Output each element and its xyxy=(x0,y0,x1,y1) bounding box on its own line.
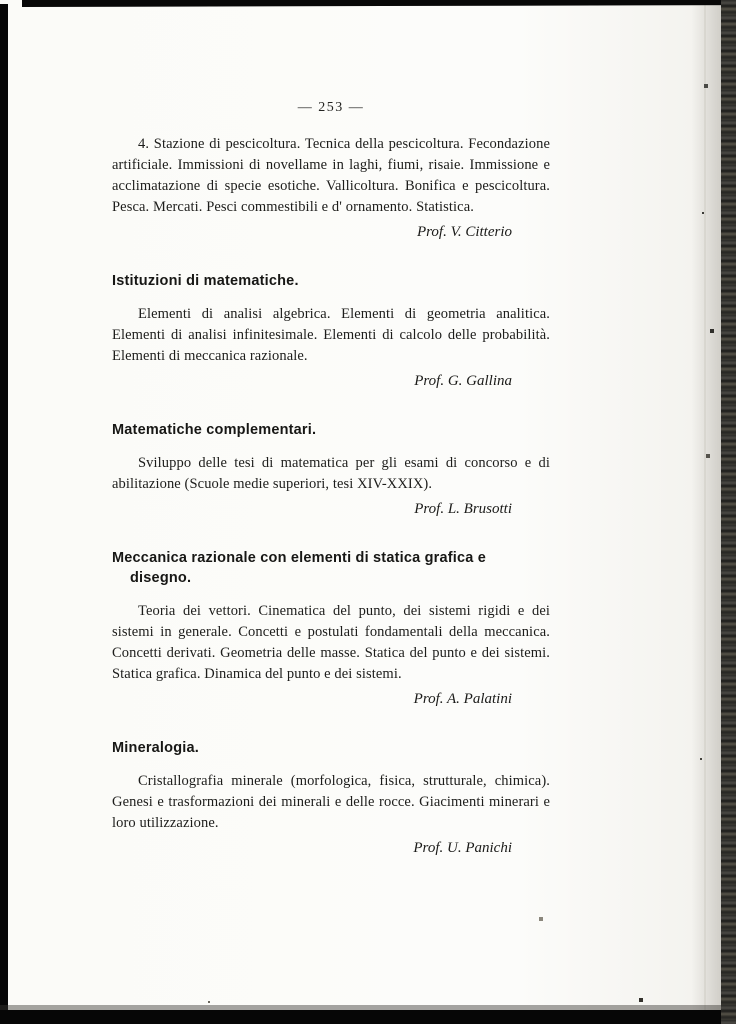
course-section xyxy=(112,271,550,390)
course-section xyxy=(112,420,550,518)
professor-name: Prof. G. Gallina xyxy=(414,373,512,389)
scan-edge-right xyxy=(721,0,736,1024)
section-heading: Matematiche complementari. xyxy=(112,422,317,438)
section-heading: Istituzioni di matematiche. xyxy=(112,273,299,289)
section-body: 4. Stazione di pescicoltura. Tecnica della pescicoltura. Fecondazione artificiale. Immissioni di novellame in laghi, fiumi, risaie. Immissione e acclimatazione di specie esotiche. Vallicoltura. Bonifica e pescicoltura. Pesca. Mercati. Pesci commestibili e d' ornamento. Statistica. xyxy=(112,136,550,215)
section-body: Teoria dei vettori. Cinematica del punto, dei sistemi rigidi e dei sistemi in generale. Concetti e postulati fondamentali della meccanica. Concetti derivati. Geometria delle masse. Statica del punto e dei sistemi. Statica grafica. Dinamica del punto e dei sistemi. xyxy=(112,603,550,682)
professor-name: Prof. L. Brusotti xyxy=(414,501,512,517)
course-section xyxy=(112,738,550,857)
course-section xyxy=(112,134,550,241)
professor-name: Prof. U. Panichi xyxy=(413,840,512,856)
page-content xyxy=(112,100,550,857)
scan-edge-bottom xyxy=(0,1010,736,1024)
course-section xyxy=(112,548,550,708)
scan-edge-left xyxy=(0,4,8,1020)
professor-name: Prof. V. Citterio xyxy=(416,224,512,240)
section-heading: Meccanica razionale con elementi di statica grafica e disegno. xyxy=(112,550,487,586)
page-number: — 253 — xyxy=(297,100,365,115)
section-body: Sviluppo delle tesi di matematica per gli esami di concorso e di abilitazione (Scuole medie superiori, tesi XIV-XXIX). xyxy=(112,455,550,492)
scan-edge-top xyxy=(22,0,736,7)
professor-name: Prof. A. Palatini xyxy=(413,691,512,707)
section-heading: Mineralogia. xyxy=(112,740,199,756)
scan-speckles xyxy=(0,0,2,2)
scan-right-shadow xyxy=(691,0,721,1024)
section-body: Cristallografia minerale (morfologica, fisica, strutturale, chimica). Genesi e trasformazioni dei minerali e delle rocce. Giacimenti minerari e loro utilizzazione. xyxy=(112,773,550,831)
section-body: Elementi di analisi algebrica. Elementi di geometria analitica. Elementi di analisi infinitesimale. Elementi di calcolo delle probabilità. Elementi di meccanica razionale. xyxy=(112,306,550,364)
scan-binding-line xyxy=(704,0,706,1024)
